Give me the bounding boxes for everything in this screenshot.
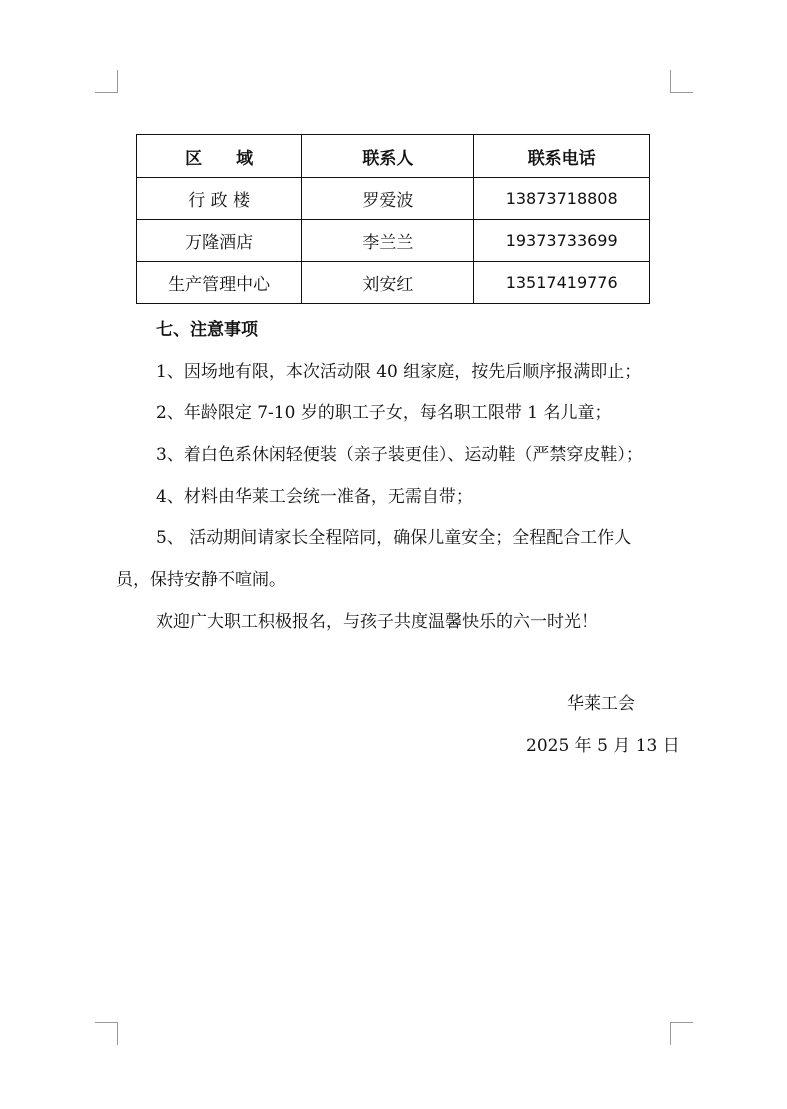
contact-cell: 罗爱波 (302, 178, 474, 220)
crop-mark-top-right (670, 70, 693, 93)
crop-mark-top-left (95, 70, 118, 93)
signature-org: 华莱工会 (567, 694, 635, 714)
notice-item-3: 3、着白色系休闲轻便装（亲子装更佳）、运动鞋（严禁穿皮鞋）； (156, 445, 643, 465)
header-region: 区 域 (137, 135, 302, 178)
notice-item-2: 2、年龄限定 7-10 岁的职工子女，每名职工限带 1 名儿童； (156, 403, 612, 423)
region-cell: 万隆酒店 (137, 220, 302, 262)
table-header-row (137, 135, 650, 178)
phone-cell: 13873718808 (474, 178, 650, 220)
signature-date: 2025 年 5 月 13 日 (526, 736, 680, 756)
table-row (137, 220, 650, 262)
region-cell: 行 政 楼 (137, 178, 302, 220)
contact-table (136, 134, 650, 304)
crop-mark-bottom-right (670, 1022, 693, 1045)
region-cell: 生产管理中心 (137, 262, 302, 304)
header-contact: 联系人 (302, 135, 474, 178)
section-title: 七、注意事项 (156, 320, 258, 340)
table-row (137, 178, 650, 220)
closing-line: 欢迎广大职工积极报名，与孩子共度温馨快乐的六一时光！ (156, 612, 598, 632)
header-phone: 联系电话 (474, 135, 650, 178)
notice-item-5: 5、 活动期间请家长全程陪同，确保儿童安全；全程配合工作人 (156, 528, 632, 548)
crop-mark-bottom-left (95, 1022, 118, 1045)
contact-cell: 李兰兰 (302, 220, 474, 262)
table-row (137, 262, 650, 304)
notice-item-5-continued: 员，保持安静不喧闹。 (116, 570, 286, 590)
phone-cell: 19373733699 (474, 220, 650, 262)
notice-item-4: 4、材料由华莱工会统一准备，无需自带； (156, 487, 473, 507)
notice-item-1: 1、因场地有限，本次活动限 40 组家庭，按先后顺序报满即止； (156, 362, 642, 382)
phone-cell: 13517419776 (474, 262, 650, 304)
contact-cell: 刘安红 (302, 262, 474, 304)
